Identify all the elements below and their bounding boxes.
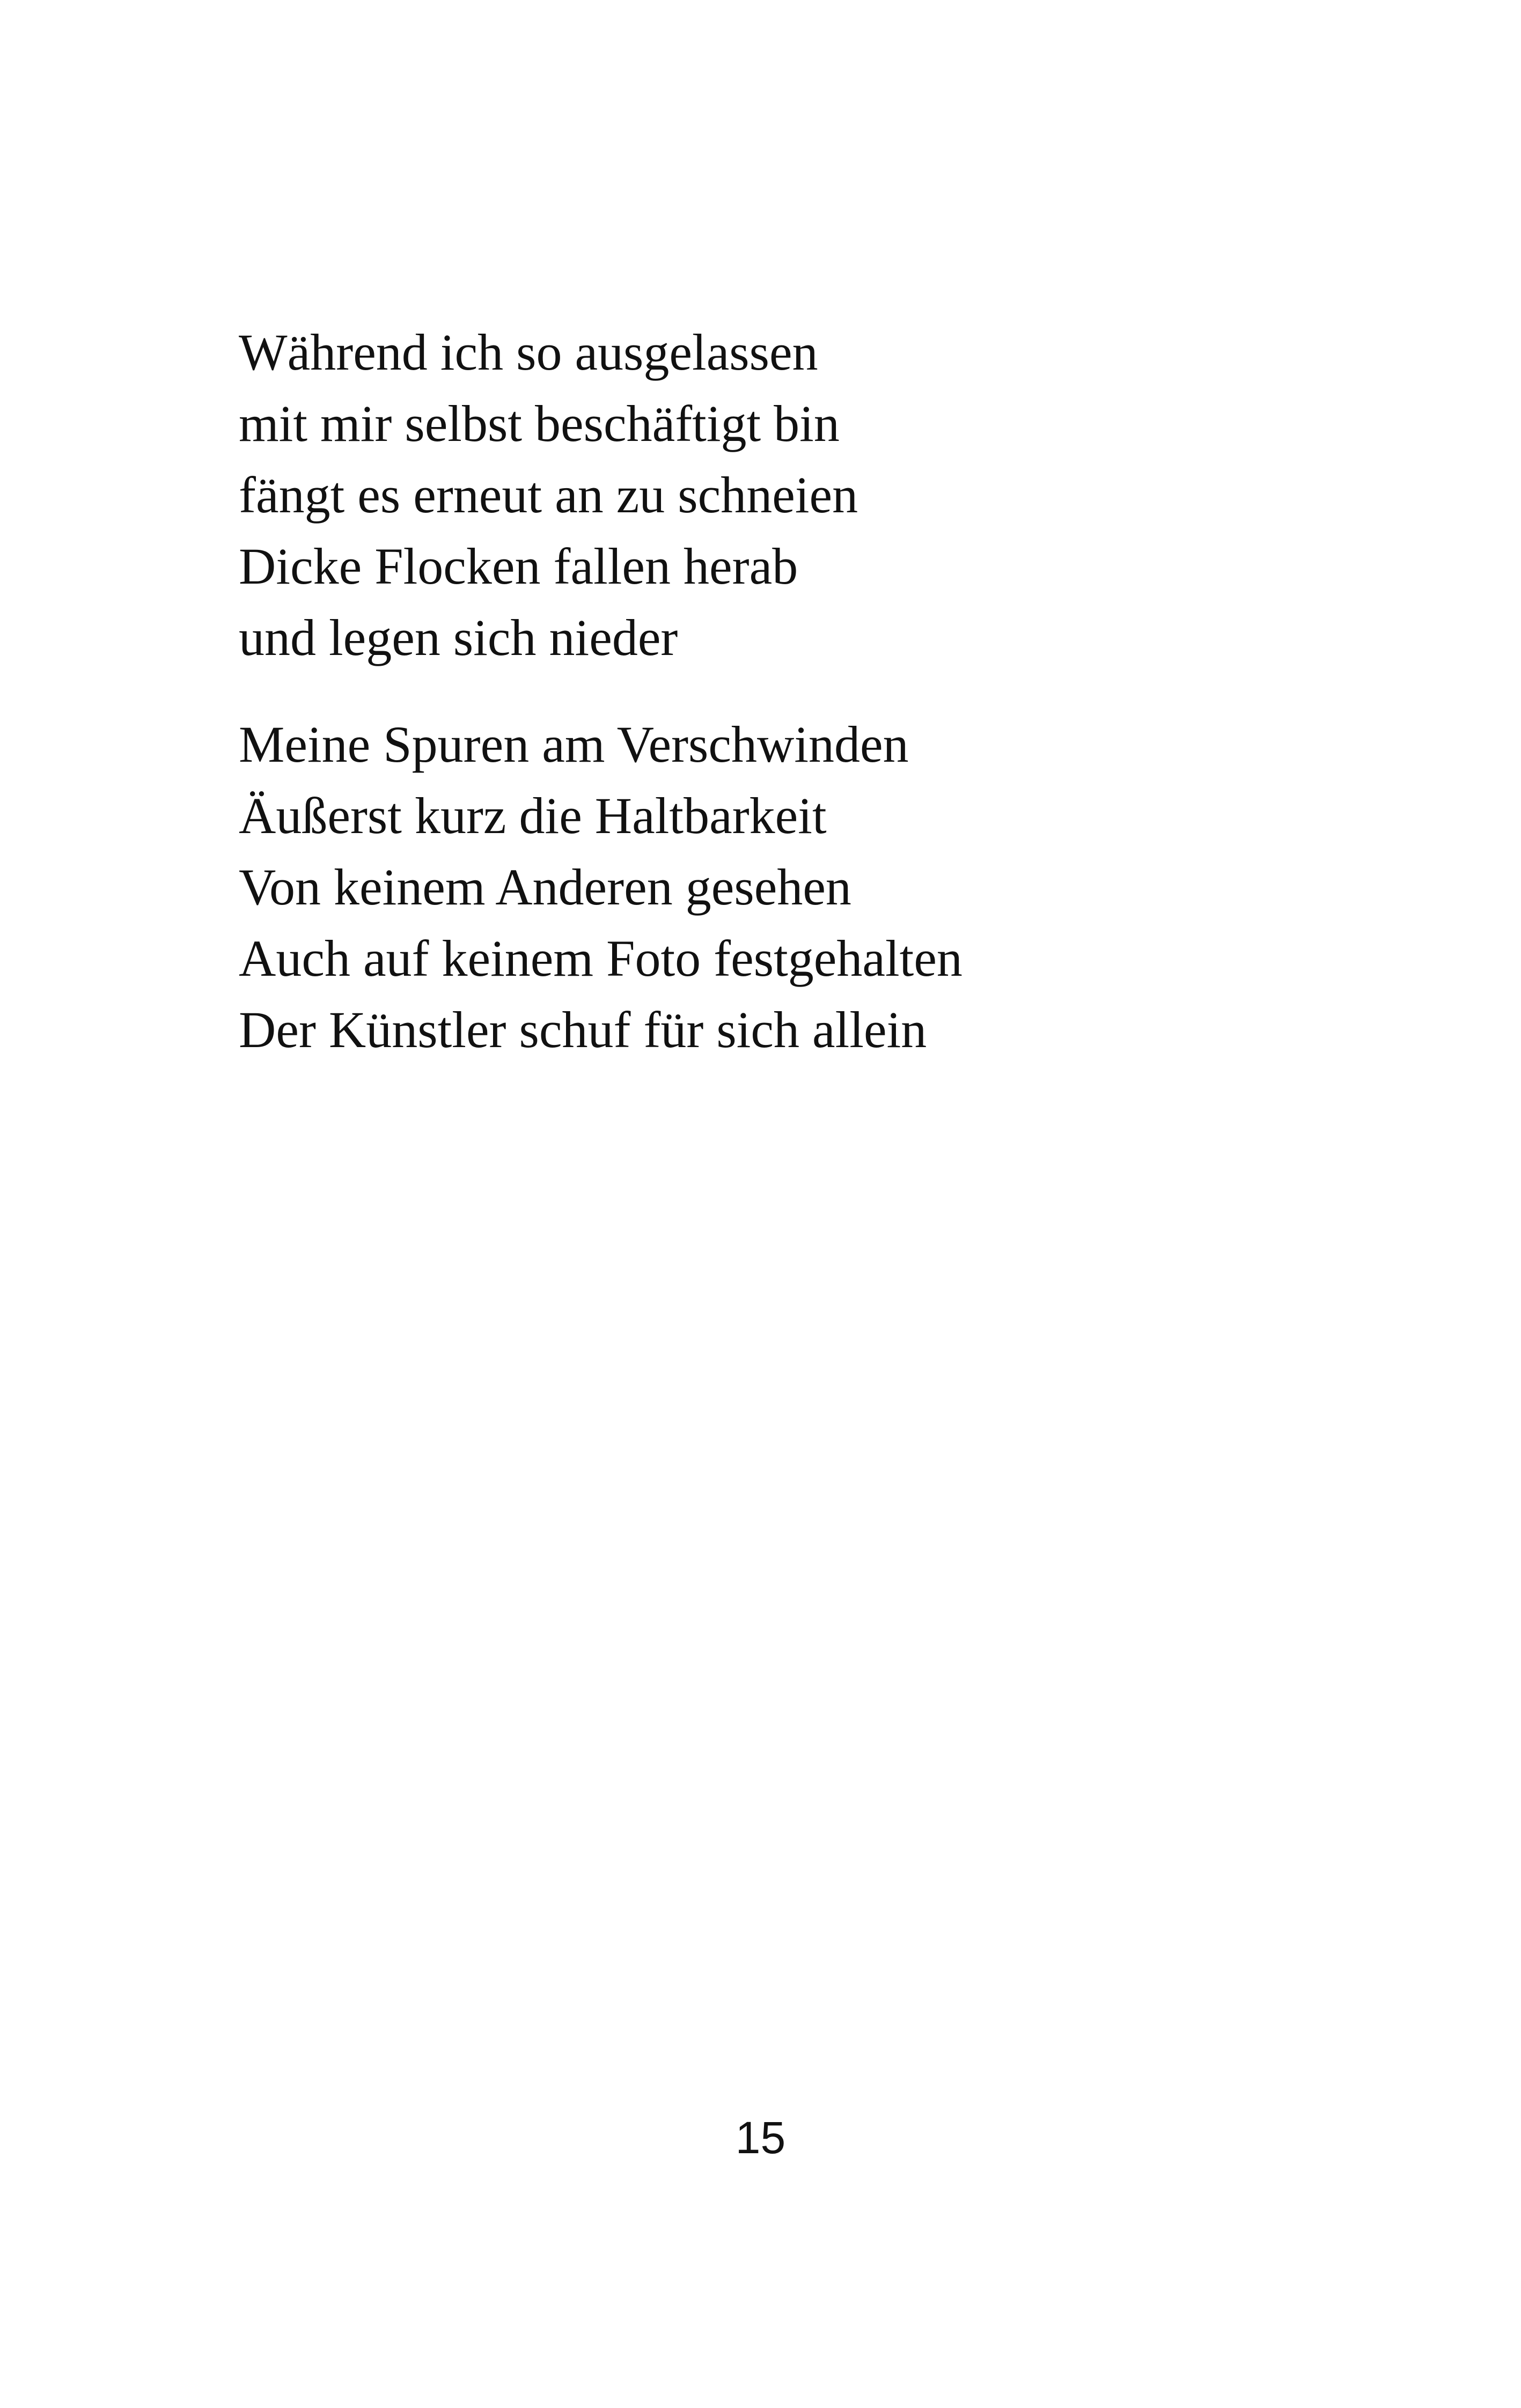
poem-line: Während ich so ausgelassen	[239, 323, 818, 381]
stanza-1	[239, 316, 1312, 673]
poem-line: Auch auf keinem Foto festgehalten	[239, 930, 962, 987]
poem-line: fängt es erneut an zu schneien	[239, 466, 858, 524]
poem-line: Meine Spuren am Verschwinden	[239, 716, 909, 773]
poem-line: mit mir selbst beschäftigt bin	[239, 395, 840, 452]
poem	[239, 316, 1312, 1065]
poem-line: Dicke Flocken fallen herab	[239, 537, 798, 595]
poem-line: Äußerst kurz die Haltbarkeit	[239, 787, 827, 844]
stanza-2	[239, 709, 1312, 1065]
poem-line: und legen sich nieder	[239, 609, 678, 666]
page-number: 15	[735, 2112, 786, 2163]
poem-line: Der Künstler schuf für sich allein	[239, 1001, 927, 1058]
poem-line: Von keinem Anderen gesehen	[239, 858, 851, 916]
